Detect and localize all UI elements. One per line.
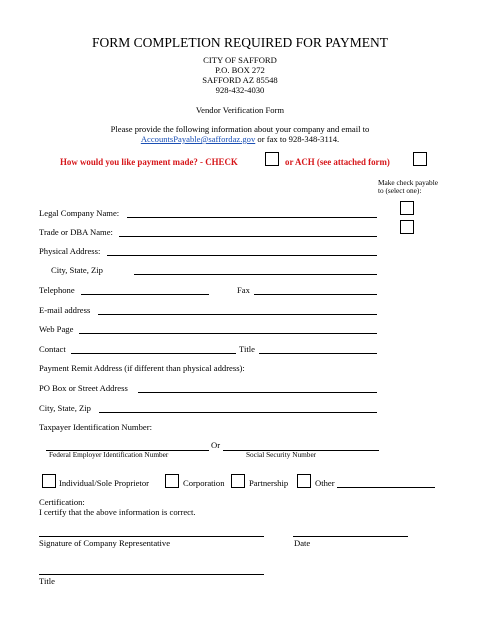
fax-field[interactable] [254, 294, 377, 295]
trade-dba-name-label: Trade or DBA Name: [39, 227, 113, 237]
payable-legal-name-checkbox[interactable] [400, 201, 414, 215]
other-field[interactable] [337, 487, 435, 488]
legal-company-name-label: Legal Company Name: [39, 208, 120, 218]
email-label: E-mail address [39, 305, 91, 315]
ach-option-label: or ACH (see attached form) [285, 157, 390, 167]
physical-address-label: Physical Address: [39, 246, 101, 256]
contact-field[interactable] [71, 353, 236, 354]
form-name: Vendor Verification Form [195, 105, 285, 115]
po-box-field[interactable] [138, 392, 377, 393]
payable-dba-name-checkbox[interactable] [400, 220, 414, 234]
date-label: Date [294, 538, 311, 548]
remit-address-label: Payment Remit Address (if different than physical address): [39, 363, 245, 373]
fax-text: or fax to 928-348-3114. [255, 134, 340, 144]
tin-label: Taxpayer Identification Number: [39, 422, 152, 432]
email-field[interactable] [98, 314, 377, 315]
individual-checkbox[interactable] [42, 474, 56, 488]
form-title: FORM COMPLETION REQUIRED FOR PAYMENT [91, 35, 389, 50]
city-state-zip-field[interactable] [134, 274, 377, 275]
telephone-label: Telephone [39, 285, 75, 295]
corporation-label: Corporation [183, 478, 225, 488]
other-label: Other [315, 478, 335, 488]
certification-heading: Certification: [39, 497, 85, 507]
telephone-field[interactable] [81, 294, 209, 295]
fein-caption: Federal Employer Identification Number [49, 450, 169, 459]
instructions-line-2 [0, 134, 480, 144]
email-link[interactable]: AccountsPayable@saffordaz.gov [140, 134, 256, 144]
date-field[interactable] [293, 536, 408, 537]
city-zip-line: SAFFORD AZ 85548 [202, 75, 278, 85]
remit-city-state-zip-field[interactable] [99, 412, 377, 413]
check-payable-note-1: Make check payable [378, 178, 438, 187]
remit-city-state-zip-label: City, State, Zip [39, 403, 91, 413]
corporation-checkbox[interactable] [165, 474, 179, 488]
web-page-field[interactable] [79, 333, 377, 334]
po-box-label: PO Box or Street Address [39, 383, 128, 393]
signature-field[interactable] [39, 536, 264, 537]
contact-title-label: Title [239, 344, 255, 354]
partnership-label: Partnership [249, 478, 289, 488]
individual-label: Individual/Sole Proprietor [59, 478, 149, 488]
instructions-line-1: Please provide the following information about your company and email to [110, 124, 370, 134]
contact-label: Contact [39, 344, 66, 354]
po-box-line: P.O. BOX 272 [215, 65, 265, 75]
or-label: Or [211, 440, 221, 450]
check-checkbox[interactable] [265, 152, 279, 166]
physical-address-field[interactable] [107, 255, 377, 256]
fax-label: Fax [237, 285, 250, 295]
payment-question: How would you like payment made? - CHECK [60, 157, 238, 167]
partnership-checkbox[interactable] [231, 474, 245, 488]
legal-company-name-field[interactable] [127, 217, 377, 218]
signer-title-field[interactable] [39, 574, 264, 575]
city-name: CITY OF SAFFORD [203, 55, 277, 65]
ssn-caption: Social Security Number [246, 450, 317, 459]
web-page-label: Web Page [39, 324, 74, 334]
ach-checkbox[interactable] [413, 152, 427, 166]
phone-line: 928-432-4030 [215, 85, 265, 95]
trade-dba-name-field[interactable] [119, 236, 377, 237]
contact-title-field[interactable] [259, 353, 377, 354]
signer-title-label: Title [39, 576, 55, 586]
certification-statement: I certify that the above information is correct. [39, 507, 196, 517]
check-payable-note-2: to (select one): [378, 186, 422, 195]
city-state-zip-label: City, State, Zip [51, 265, 103, 275]
other-checkbox[interactable] [297, 474, 311, 488]
signature-label: Signature of Company Representative [39, 538, 171, 548]
